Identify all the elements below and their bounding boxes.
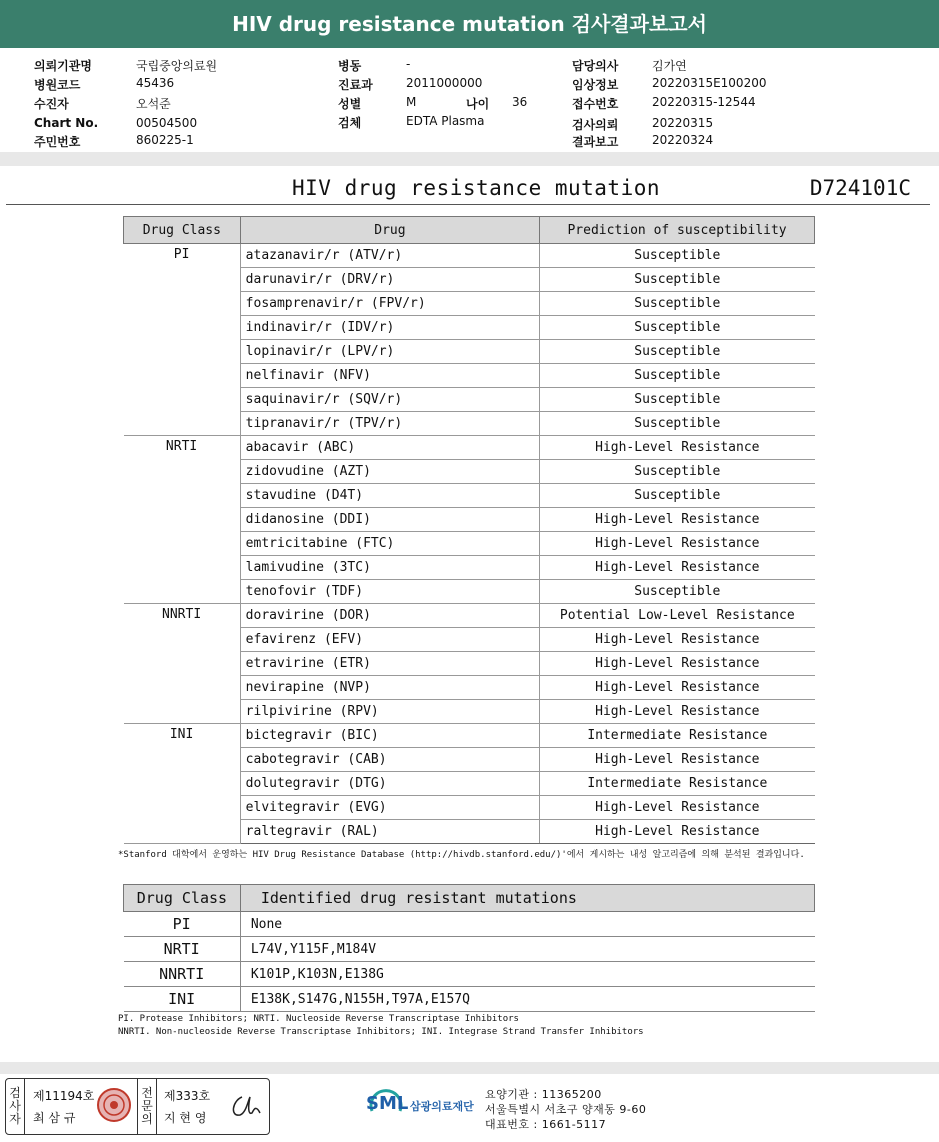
drug-cell: etravirine (ETR) [240,652,539,676]
susceptibility-table [123,216,815,844]
info-value: 20220315-12544 [652,95,756,109]
drug-class-cell: NNRTI [124,962,241,987]
report-header-title: HIV drug resistance mutation 검사결과보고서 [232,12,707,36]
institution-code: 요양기관 : 11365200 [485,1088,602,1101]
table-row [124,912,815,937]
prediction-cell: High-Level Resistance [540,556,815,580]
info-value: 20220315 [652,116,714,130]
prediction-cell: High-Level Resistance [540,436,815,460]
prediction-cell: Susceptible [540,580,815,604]
address: 서울특별시 서초구 양재동 9-60 [485,1103,647,1116]
drug-cell: rilpivirine (RPV) [240,700,539,724]
drug-cell: cabotegravir (CAB) [240,748,539,772]
info-value: 20220324 [652,133,714,147]
info-label: 결과보고 [572,135,619,149]
abbreviation-footnote [118,1013,644,1039]
drug-cell: stavudine (D4T) [240,484,539,508]
table-row [124,436,815,460]
column-header: Drug [240,217,539,244]
phone: 대표번호 : 1661-5117 [485,1118,607,1131]
mutations-cell: L74V,Y115F,M184V [240,937,814,962]
prediction-cell: High-Level Resistance [540,628,815,652]
doctor-label: 전문의 [137,1079,157,1134]
footnote: *Stanford 대학에서 운영하는 HIV Drug Resistance Database (http://hivdb.stanford.edu/)'에서 게시하는 내성 알고리즘에 의해 분석된 결과입니다. [118,850,805,860]
drug-cell: lopinavir/r (LPV/r) [240,340,539,364]
info-label: 진료과 [338,78,373,92]
info-label: 나이 [466,97,490,111]
info-value: 36 [512,95,528,109]
prediction-cell: High-Level Resistance [540,676,815,700]
prediction-cell: Susceptible [540,460,815,484]
info-value: 2011000000 [406,76,483,90]
prediction-cell: High-Level Resistance [540,700,815,724]
mutations-cell: K101P,K103N,E138G [240,962,814,987]
drug-cell: tipranavir/r (TPV/r) [240,412,539,436]
info-value: 20220315E100200 [652,76,767,90]
prediction-cell: Susceptible [540,292,815,316]
tester-name: 최 삼 규 [33,1111,76,1125]
drug-cell: raltegravir (RAL) [240,820,539,844]
signature-icon [228,1091,264,1123]
title-rule [6,204,930,205]
footer-band [0,1062,939,1074]
info-value: EDTA Plasma [406,114,485,128]
drug-cell: elvitegravir (EVG) [240,796,539,820]
info-label: 검체 [338,116,362,130]
info-value: 국립중앙의료원 [136,59,218,73]
signature-box [5,1078,270,1135]
drug-class-cell: INI [124,724,241,844]
drug-cell: atazanavir/r (ATV/r) [240,244,539,268]
prediction-cell: High-Level Resistance [540,748,815,772]
info-value: 45436 [136,76,175,90]
column-header: Identified drug resistant mutations [240,885,814,912]
info-value: M [406,95,417,109]
prediction-cell: Potential Low-Level Resistance [540,604,815,628]
mutation-table-body [124,912,815,1012]
table-row [124,724,815,748]
info-label: 임상정보 [572,78,619,92]
drug-cell: nelfinavir (NFV) [240,364,539,388]
prediction-cell: Susceptible [540,388,815,412]
mutations-cell: None [240,912,814,937]
drug-class-cell: PI [124,912,241,937]
drug-cell: zidovudine (AZT) [240,460,539,484]
prediction-cell: High-Level Resistance [540,820,815,844]
footnote-line: NNRTI. Non-nucleoside Reverse Transcriptase Inhibitors; INI. Integrase Strand Transfer Inhibitors [118,1027,644,1037]
prediction-cell: Susceptible [540,244,815,268]
column-header: Drug Class [124,885,241,912]
doctor-license: 제333호 [164,1089,211,1103]
table-row [124,937,815,962]
info-label: 수진자 [34,97,69,111]
section-divider [0,152,939,166]
drug-cell: emtricitabine (FTC) [240,532,539,556]
column-header: Prediction of susceptibility [540,217,815,244]
info-label: 주민번호 [34,135,81,149]
drug-cell: nevirapine (NVP) [240,676,539,700]
info-value: 860225-1 [136,133,194,147]
report-code: D724101C [809,176,911,200]
drug-class-cell: NRTI [124,436,241,604]
prediction-cell: High-Level Resistance [540,652,815,676]
drug-cell: indinavir/r (IDV/r) [240,316,539,340]
prediction-cell: Susceptible [540,268,815,292]
drug-class-cell: NNRTI [124,604,241,724]
table-row [124,604,815,628]
info-label: 병동 [338,59,362,73]
drug-cell: dolutegravir (DTG) [240,772,539,796]
drug-cell: saquinavir/r (SQV/r) [240,388,539,412]
drug-cell: lamivudine (3TC) [240,556,539,580]
tester-license: 제11194호 [33,1089,95,1103]
drug-cell: fosamprenavir/r (FPV/r) [240,292,539,316]
drug-cell: tenofovir (TDF) [240,580,539,604]
drug-cell: darunavir/r (DRV/r) [240,268,539,292]
prediction-cell: Susceptible [540,316,815,340]
column-header: Drug Class [124,217,241,244]
footnote-line: PI. Protease Inhibitors; NRTI. Nucleoside Reverse Transcriptase Inhibitors [118,1014,519,1024]
prediction-cell: Susceptible [540,412,815,436]
info-value: 00504500 [136,116,198,130]
mutation-table [123,884,815,1012]
info-label: 의뢰기관명 [34,59,92,73]
info-label: 검사의뢰 [572,118,619,132]
prediction-cell: Susceptible [540,340,815,364]
info-value: 오석준 [136,97,171,111]
prediction-cell: High-Level Resistance [540,532,815,556]
drug-class-cell: NRTI [124,937,241,962]
prediction-cell: High-Level Resistance [540,796,815,820]
info-label: Chart No. [34,116,99,130]
prediction-cell: Intermediate Resistance [540,724,815,748]
info-label: 병원코드 [34,78,81,92]
info-label: 성별 [338,97,362,111]
info-value: - [406,57,411,71]
report-title: HIV drug resistance mutation [292,176,661,200]
drug-cell: abacavir (ABC) [240,436,539,460]
doctor-name: 지 현 영 [164,1111,207,1125]
tester-label: 검사자 [6,1079,25,1134]
drug-class-cell: INI [124,987,241,1012]
table-row [124,962,815,987]
prediction-cell: Intermediate Resistance [540,772,815,796]
prediction-cell: Susceptible [540,364,815,388]
org-name: 삼광의료재단 [410,1100,474,1113]
drug-cell: bictegravir (BIC) [240,724,539,748]
drug-cell: didanosine (DDI) [240,508,539,532]
seal-icon [96,1087,132,1123]
info-label: 접수번호 [572,97,619,111]
table-row [124,987,815,1012]
logo-text: SML [366,1093,409,1114]
info-value: 김가연 [652,59,687,73]
susceptibility-table-body [124,244,815,844]
drug-cell: efavirenz (EFV) [240,628,539,652]
prediction-cell: Susceptible [540,484,815,508]
table-row [124,244,815,268]
info-label: 담당의사 [572,59,619,73]
drug-class-cell: PI [124,244,241,436]
drug-cell: doravirine (DOR) [240,604,539,628]
mutations-cell: E138K,S147G,N155H,T97A,E157Q [240,987,814,1012]
prediction-cell: High-Level Resistance [540,508,815,532]
